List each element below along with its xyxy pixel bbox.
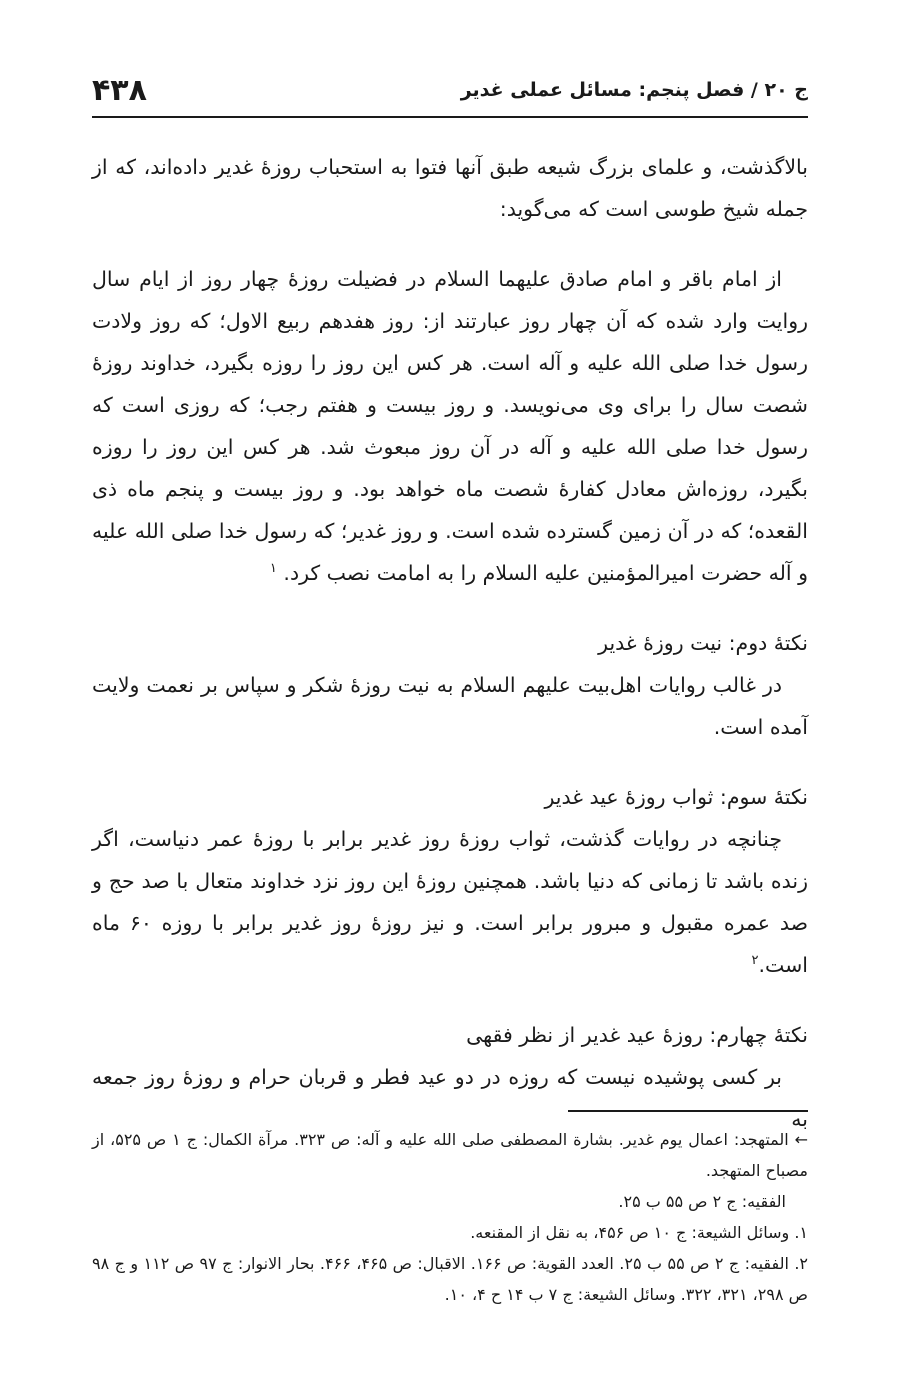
footnote-1: ۱. وسائل الشیعة: ج ۱۰ ص ۴۵۶، به نقل از المقنعه. [470,1223,808,1242]
running-title: ج ۲۰ / فصل پنجم: مسائل عملی غدیر [460,79,808,101]
footnote-continued-line2: الفقیه: ج ۲ ص ۵۵ ب ۲۵. [618,1192,786,1211]
paragraph-reward: چنانچه در روایات گذشت، ثواب روزهٔ روز غدیر برابر با روزهٔ عمر دنیاست، اگر زنده باشد تا زمانی که دنیا باشد. همچنین روزهٔ این روز نزد خداوند متعال با صد حج و صد عمره مقبول و مبرور برابر است. و نیز روزهٔ روز غدیر برابر با روزه ۶۰ ماه است.$^۲$ [92,827,808,977]
header-rule [92,116,808,118]
footnote-rule [568,1110,808,1112]
footnote-marker-2: ۲ [751,953,759,969]
heading-third-point: نکتهٔ سوم: ثواب روزهٔ عید غدیر [544,785,808,809]
heading-second-point: نکتهٔ دوم: نیت روزهٔ غدیر [598,631,808,655]
body-text [92,146,808,1140]
heading-fourth-point: نکتهٔ چهارم: روزهٔ عید غدیر از نظر فقهی [466,1023,808,1047]
footnote-marker-1: ۱ [269,561,277,577]
book-page [92,0,808,1390]
footnote-2: ۲. الفقیه: ج ۲ ص ۵۵ ب ۲۵. العدد القویة: ص ۱۶۶. الاقبال: ص ۴۶۵، ۴۶۶. بحار الانوار: ج ۹۷ ص ۱۱۲ و ج ۹۸ ص ۲۹۸، ۳۲۱، ۳۲۲. وسائل الشیعة: ج ۷ ب ۱۴ ح ۴، ۱۰. [92,1254,809,1304]
paragraph-intro: بالاگذشت، و علمای بزرگ شیعه طبق آنها فتوا به استحباب روزهٔ غدیر داده‌اند، که از جمله شیخ طوسی است که می‌گوید: [92,155,808,221]
footnote-continued: ← المتهجد: اعمال یوم غدیر. بشارة المصطفی صلی الله علیه و آله: ص ۳۲۳. مرآة الکمال: ج ۱ ص ۵۲۵، از مصباح المتهجد. [92,1130,809,1180]
footnotes [92,1124,808,1310]
paragraph-jurisprudence: بر کسی پوشیده نیست که روزه در دو عید فطر و قربان حرام و روزهٔ روز جمعه به [92,1065,808,1131]
page-header [92,68,808,112]
paragraph-quote: از امام باقر و امام صادق علیهما السلام در فضیلت روزهٔ چهار روز از ایام سال روایت وارد شده که آن چهار روز عبارتند از: روز هفدهم ربیع الاول؛ که روز ولادت رسول خدا صلی الله علیه و آله است. هر کس این روز را روزه بگیرد، خداوند روزهٔ شصت سال را برای وی می‌نویسد. و روز بیست و هفتم رجب؛ که روزی است که رسول خدا صلی الله علیه و آله در آن روز مبعوث شد. هر کس این روز را روزه بگیرد، روزه‌اش معادل کفارهٔ شصت ماه خواهد بود. و روز بیست و پنجم ماه ذی القعده؛ که در آن زمین گسترده شده است. و روز غدیر؛ که رسول خدا صلی الله علیه و آله حضرت امیرالمؤمنین علیه السلام را به امامت نصب کرد. $^۱$ [92,267,808,585]
paragraph-intention: در غالب روایات اهل‌بیت علیهم السلام به نیت روزهٔ شکر و سپاس بر نعمت ولایت آمده است. [92,673,808,739]
page-number: ۴۳۸ [92,72,147,108]
